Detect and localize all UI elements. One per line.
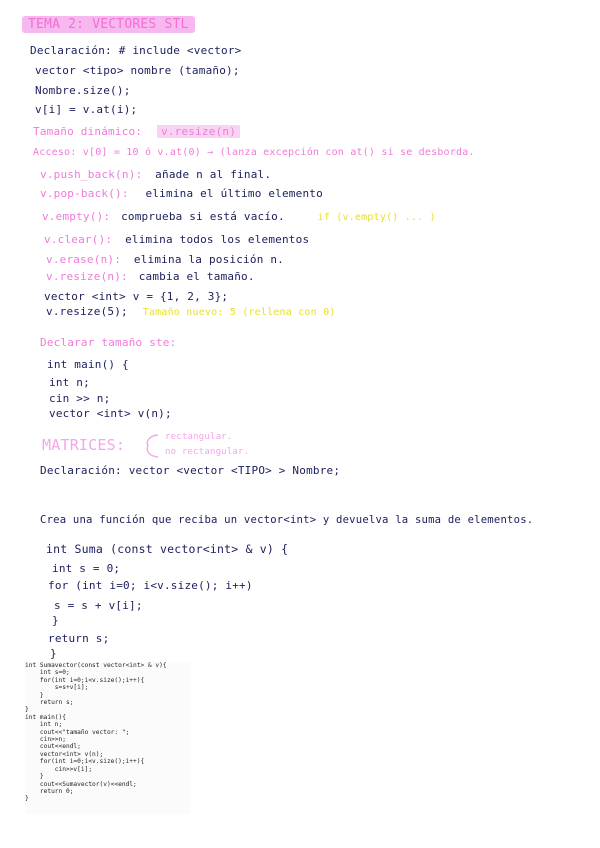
note-f6: return s; bbox=[48, 632, 110, 645]
note-decl-matriz: Declaración: vector <vector <TIPO> > Nombre; bbox=[40, 464, 341, 477]
note-push-back bbox=[40, 168, 271, 181]
note-resize5 bbox=[46, 305, 336, 318]
note-f1: int Suma (const vector<int> & v) { bbox=[46, 542, 289, 556]
note-resize bbox=[46, 270, 255, 283]
pop-back-desc: elimina el último elemento bbox=[145, 187, 323, 200]
note-vector-tipo: vector <tipo> nombre (tamaño); bbox=[35, 64, 240, 77]
note-erase bbox=[46, 253, 284, 266]
note-f2: int s = 0; bbox=[52, 562, 121, 575]
code-line: } bbox=[25, 773, 44, 781]
code-line: } bbox=[25, 706, 29, 714]
empty-example: if (v.empty() ... ) bbox=[317, 212, 436, 223]
note-nombre-size: Nombre.size(); bbox=[35, 84, 131, 97]
push-back-code: v.push_back(n): bbox=[40, 168, 143, 181]
code-line: cout<<"tamaño vector: "; bbox=[25, 728, 130, 736]
note-tam-dinamico bbox=[33, 125, 240, 138]
code-line: for(int i=0;i<v.size();i++){ bbox=[25, 676, 145, 684]
push-back-desc: añade n al final. bbox=[155, 168, 272, 181]
clear-code: v.clear(): bbox=[44, 233, 113, 246]
code-line: for(int i=0;i<v.size();i++){ bbox=[25, 758, 145, 766]
note-vector-init: vector <int> v = {1, 2, 3}; bbox=[44, 290, 229, 303]
code-line: s=s+v[i]; bbox=[25, 684, 89, 692]
note-ejercicio: Crea una función que reciba un vector<int> y devuelva la suma de elementos. bbox=[40, 514, 534, 526]
resize5-code: v.resize(5); bbox=[46, 305, 128, 318]
note-acceso: Acceso: v[0] = 10 ó v.at(0) → (lanza excepción con at() si se desborda. bbox=[33, 147, 475, 158]
code-line: cin>>n; bbox=[25, 736, 66, 744]
note-empty bbox=[42, 210, 436, 223]
note-matrices: MATRICES: bbox=[42, 436, 126, 454]
page-title bbox=[22, 17, 195, 32]
code-line: } bbox=[25, 691, 44, 699]
empty-code: v.empty(): bbox=[42, 210, 111, 223]
code-line: vector<int> v(n); bbox=[25, 750, 104, 758]
brace-icon bbox=[142, 432, 162, 460]
note-f7: } bbox=[50, 647, 57, 660]
title-highlight: TEMA 2: VECTORES STL bbox=[22, 16, 195, 33]
clear-desc: elimina todos los elementos bbox=[125, 233, 310, 246]
resize-desc: cambia el tamaño. bbox=[138, 270, 255, 283]
code-line: int s=0; bbox=[25, 669, 70, 677]
note-f4: s = s + v[i]; bbox=[54, 599, 143, 612]
note-main2: int n; bbox=[49, 376, 90, 389]
note-main1: int main() { bbox=[47, 358, 129, 371]
note-f3: for (int i=0; i<v.size(); i++) bbox=[48, 579, 253, 592]
tam-dinamico-value: v.resize(n) bbox=[157, 125, 240, 138]
empty-desc: comprueba si está vacío. bbox=[121, 210, 285, 223]
tam-dinamico-label: Tamaño dinámico: bbox=[33, 125, 143, 138]
code-line: return 0; bbox=[25, 787, 74, 795]
code-line: cout<<endl; bbox=[25, 743, 81, 751]
resize5-note: Tamaño nuevo: 5 (rellena con 0) bbox=[142, 307, 336, 318]
note-pop-back bbox=[40, 187, 323, 200]
note-main4: vector <int> v(n); bbox=[49, 407, 172, 420]
code-line: int main(){ bbox=[25, 713, 66, 721]
code-line: return s; bbox=[25, 699, 74, 707]
resize-code: v.resize(n): bbox=[46, 270, 128, 283]
pop-back-code: v.pop-back(): bbox=[40, 187, 129, 200]
note-f5: } bbox=[52, 614, 59, 627]
code-line: cin>>v[i]; bbox=[25, 765, 93, 773]
note-no-rect: no rectangular. bbox=[165, 447, 250, 457]
code-line: int Sumavector(const vector<int> & v){ bbox=[25, 662, 167, 669]
code-line: } bbox=[25, 795, 29, 803]
code-line: cout<<Sumavector(v)<<endl; bbox=[25, 780, 137, 788]
erase-code: v.erase(n): bbox=[46, 253, 122, 266]
note-declarar-tam: Declarar tamaño ste: bbox=[40, 336, 177, 349]
note-clear bbox=[44, 233, 309, 246]
note-main3: cin >> n; bbox=[49, 392, 111, 405]
code-snippet bbox=[25, 662, 191, 814]
code-line: int n; bbox=[25, 721, 63, 729]
note-rect: rectangular. bbox=[165, 432, 233, 442]
erase-desc: elimina la posición n. bbox=[133, 253, 284, 266]
note-decl: Declaración: # include <vector> bbox=[30, 44, 242, 57]
note-vi-at: v[i] = v.at(i); bbox=[35, 103, 138, 116]
